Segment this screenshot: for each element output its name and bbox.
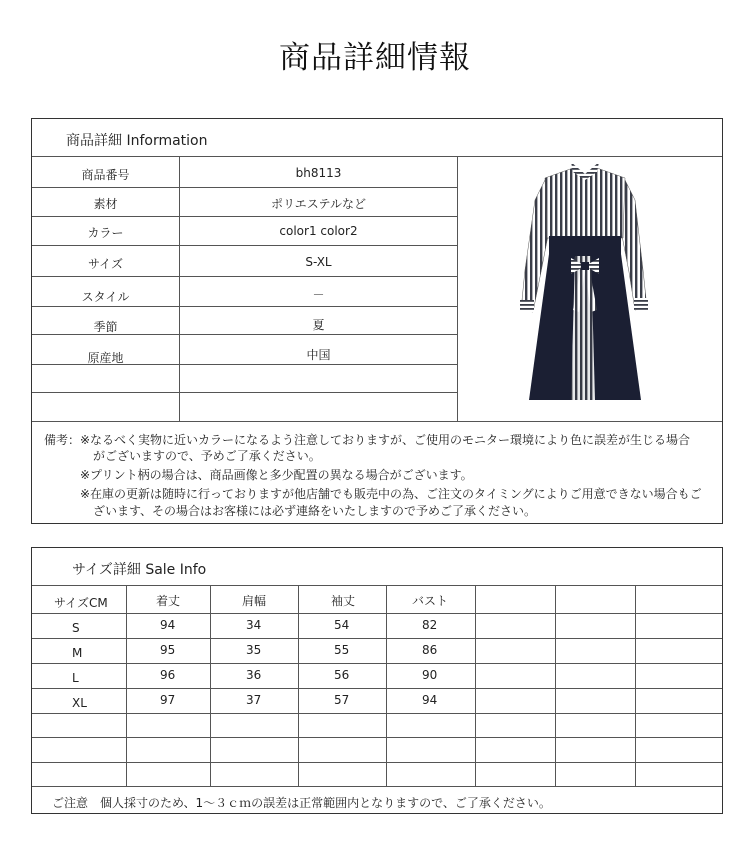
- info-label: カラー: [87, 226, 124, 240]
- info-row-line: [32, 276, 458, 277]
- size-cell: 35: [246, 643, 262, 657]
- info-row-line: [32, 245, 458, 246]
- info-value: bh8113: [295, 166, 342, 180]
- size-header: 肩幅: [242, 594, 267, 608]
- info-value: 中国: [306, 348, 331, 362]
- size-row-line: [32, 688, 722, 689]
- size-row-line: [32, 762, 722, 763]
- size-header: 袖丈: [331, 594, 356, 608]
- info-row-line: [32, 216, 458, 217]
- notes-line: がございますので、予めご了承ください。: [93, 449, 321, 463]
- info-value: －: [312, 288, 325, 302]
- size-info-heading: サイズ詳細 Sale Info: [72, 562, 207, 578]
- size-cell: S: [72, 621, 80, 635]
- size-info-box: [31, 547, 723, 814]
- info-bottom-line: [32, 421, 722, 422]
- size-cell: 86: [422, 643, 438, 657]
- notes-prefix: 備考：: [44, 433, 81, 447]
- page-title: 商品詳細情報: [279, 40, 471, 76]
- info-col-line: [457, 157, 458, 421]
- info-row-line: [32, 187, 458, 188]
- size-header: 着丈: [156, 594, 181, 608]
- size-cell: 57: [334, 693, 350, 707]
- info-divider: [32, 156, 722, 157]
- info-row-line: [32, 392, 458, 393]
- size-row-line: [32, 613, 722, 614]
- info-row-line: [32, 306, 458, 307]
- size-cell: 94: [160, 618, 176, 632]
- size-cell: 37: [246, 693, 262, 707]
- product-image: [515, 160, 655, 412]
- size-cell: 54: [334, 618, 350, 632]
- size-col-line: [386, 586, 387, 786]
- size-cell: L: [72, 671, 79, 685]
- info-label: 原産地: [87, 351, 124, 365]
- notes-line: ざいます、その場合はお客様には必ず連絡をいたしますので予めご了承ください。: [93, 504, 537, 518]
- product-info-heading: 商品詳細 Information: [66, 133, 208, 149]
- size-col-line: [475, 586, 476, 786]
- info-label: 商品番号: [81, 168, 130, 182]
- size-col-line: [126, 586, 127, 786]
- size-header: バスト: [412, 594, 449, 608]
- size-col-line: [298, 586, 299, 786]
- size-cell: 36: [246, 668, 262, 682]
- size-cell: 97: [160, 693, 176, 707]
- size-row-line: [32, 585, 722, 586]
- size-cell: 94: [422, 693, 438, 707]
- info-value: ポリエステルなど: [271, 197, 366, 211]
- size-col-line: [555, 586, 556, 786]
- size-cell: XL: [72, 696, 87, 710]
- size-row-line: [32, 663, 722, 664]
- size-col-line: [635, 586, 636, 786]
- size-cell: 96: [160, 668, 176, 682]
- info-label: 季節: [93, 320, 118, 334]
- size-cell: 56: [334, 668, 350, 682]
- info-label: 素材: [93, 197, 118, 211]
- size-cell: 82: [422, 618, 438, 632]
- size-row-line: [32, 713, 722, 714]
- notes-line: ※在庫の更新は随時に行っておりますが他店舗でも販売中の為、ご注文のタイミングによりご用意できない場合もご: [80, 487, 702, 501]
- notes-line: ※なるべく実物に近いカラーになるよう注意しておりますが、ご使用のモニター環境により色に誤差が生じる場合: [80, 433, 691, 447]
- info-value: S-XL: [305, 255, 332, 269]
- size-cell: 34: [246, 618, 262, 632]
- size-row-line: [32, 638, 722, 639]
- size-row-line: [32, 737, 722, 738]
- info-label: サイズ: [87, 257, 124, 271]
- info-value: color1 color2: [279, 224, 358, 238]
- notes-line: ※プリント柄の場合は、商品画像と多少配置の異なる場合がございます。: [80, 468, 473, 482]
- size-col-line: [210, 586, 211, 786]
- size-cell: 95: [160, 643, 176, 657]
- size-cell: 55: [334, 643, 350, 657]
- size-cell: M: [72, 646, 83, 660]
- size-cell: 90: [422, 668, 438, 682]
- size-header: サイズCM: [54, 596, 108, 610]
- size-row-line: [32, 786, 722, 787]
- info-value: 夏: [312, 318, 325, 332]
- size-footer: ご注意 個人採寸のため、1～３ｃｍの誤差は正常範囲内となりますので、ご了承ください。: [52, 796, 551, 810]
- info-label: スタイル: [81, 290, 130, 304]
